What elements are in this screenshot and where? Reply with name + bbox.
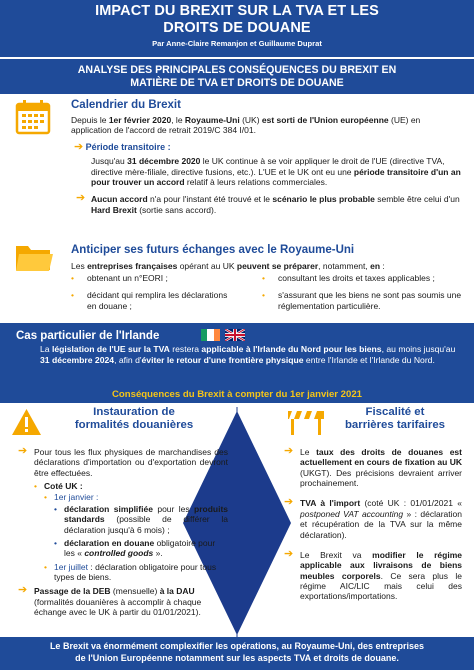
folder-icon: [14, 240, 54, 274]
anticipate-intro: Les entreprises françaises opérant au UK peuvent se préparer, notamment, en :: [71, 261, 385, 272]
customs-section: [18, 447, 228, 617]
barrier-icon: [286, 405, 326, 437]
anticipate-right-list: [262, 273, 462, 311]
bullet-icon: •: [44, 561, 47, 572]
customs-intro: ➔ Pour tous les flux physiques de marchandises des déclarations d'importation ou d'exportation devront être effectuées.: [18, 445, 228, 478]
arrow-right-icon: ➔: [284, 496, 294, 509]
list-item: • déclaration en douane obligatoire pour les « controlled goods ».: [54, 537, 216, 559]
list-item: • 1er juillet : déclaration obligatoire pour tous types de biens.: [44, 561, 217, 582]
bullet-icon: •: [262, 273, 265, 283]
rates-paragraph: ➔ Le taux des droits de douanes est actuellement en cours de fixation au UK (UKGT). Des précisions devraient arriver prochainement.: [284, 445, 462, 489]
bullet-icon: •: [44, 492, 47, 503]
list-item: • déclaration simplifiée pour les produits standards (possible de différer la déclaration jusqu'à 6 mois) ;: [54, 503, 228, 535]
list-item: • s'assurant que les biens ne sont pas soumis une réglementation particulière.: [262, 290, 462, 311]
calendar-section: [71, 98, 461, 215]
arrow-right-icon: ➔: [284, 547, 294, 560]
arrow-right-icon: ➔: [18, 584, 28, 597]
bullet-icon: •: [262, 290, 265, 301]
vat-paragraph: ➔ TVA à l'import (coté UK : 01/01/2021 « postponed VAT accounting » : déclaration et récupération de la TVA sur la même déclaration).: [284, 496, 462, 540]
bullet-icon: •: [71, 273, 74, 283]
authors: Par Anne-Claire Remanjon et Guillaume Duprat: [152, 39, 322, 48]
ireland-section: [0, 323, 474, 386]
tax-section: [284, 447, 462, 602]
anticipate-section: [71, 243, 461, 271]
page-header: [0, 0, 474, 57]
calendar-icon: [14, 98, 52, 136]
calendar-paragraph: Depuis le 1er février 2020, le Royaume-Uni (UK) est sorti de l'Union européenne (UE) en application de l'accord de retrait 2019/C 384 I/01.: [71, 115, 421, 136]
customs-title: Instauration de formalités douanières: [74, 406, 194, 431]
uk-flag-icon: [225, 329, 245, 341]
deb-paragraph: ➔ Passage de la DEB (mensuelle) à la DAU (formalités douanières à accomplir à chaque échange avec le UK à partir du 01/01/2021).: [18, 584, 202, 618]
arrow-right-icon: ➔: [284, 445, 294, 457]
warning-icon: [10, 407, 43, 437]
uk-side-list: [34, 481, 228, 582]
transition-title-row: [71, 141, 461, 154]
ireland-paragraph: La législation de l'UE sur la TVA restera applicable à l'Irlande du Nord pour les biens, au moins jusqu'au 31 décembre 2024, afin d'éviter le retour d'une frontière physique entre l'Irlande et l'Irlande du Nord.: [40, 344, 456, 365]
ireland-title: Cas particulier de l'Irlande: [16, 330, 160, 342]
list-item: • décidant qui remplira les déclarations en douane ;: [71, 290, 228, 311]
arrow-right-icon: ➔: [74, 140, 84, 153]
subheader: [0, 57, 474, 94]
transition-title: Période transitoire :: [85, 141, 171, 152]
page-title: IMPACT DU BREXIT SUR LA TVA ET LES DROITS DE DOUANE: [95, 3, 379, 36]
list-item: • consultant les droits et taxes applicables ;: [262, 273, 435, 283]
bullet-icon: •: [54, 537, 57, 548]
page-footer: Le Brexit va énormément complexifier les opérations, au Royaume-Uni, des entreprises de l'Union Européenne notamment sur les aspects TVA et droits de douane.: [0, 637, 474, 670]
no-agreement-paragraph: ➔ Aucun accord n'a pour l'instant été trouvé et le scénario le plus probable semble être celui d'un Hard Brexit (sortie sans accord).: [76, 192, 460, 215]
arrow-right-icon: ➔: [18, 445, 28, 457]
transition-paragraph: Jusqu'au 31 décembre 2020 le UK continue à se voir appliquer le droit de l'UE (directive TVA, directive mère-filiale, directive fusions, etc.). L'UE et le UK ont eu une période transitoire d'un an pour trouver un accord relatif à leurs relations commerciales.: [91, 156, 461, 187]
regime-paragraph: ➔ Le Brexit va modifier le régime applicable aux livraisons de biens meubles corporels. Ce sera plus le régime AIC/LIC mais celui des exportations/importations.: [284, 547, 463, 602]
list-item: • Coté UK :: [34, 481, 83, 492]
list-item: • 1er janvier :: [44, 492, 99, 503]
tax-title: Fiscalité et barrières tarifaires: [344, 406, 446, 431]
list-item: • obtenant un n°EORI ;: [71, 273, 168, 283]
anticipate-title: Anticiper ses futurs échanges avec le Royaume-Uni: [71, 244, 355, 256]
bullet-icon: •: [34, 481, 37, 492]
subheader-title: ANALYSE DES PRINCIPALES CONSÉQUENCES DU BREXIT EN MATIÈRE DE TVA ET DROITS DE DOUANE: [77, 64, 397, 89]
arrow-right-icon: ➔: [76, 192, 86, 205]
bullet-icon: •: [71, 290, 74, 301]
bullet-icon: •: [54, 503, 57, 514]
anticipate-left-list: [71, 273, 239, 311]
consequences-title: Conséquences du Brexit à compter du 1er janvier 2021: [0, 386, 474, 403]
calendar-title: Calendrier du Brexit: [71, 99, 181, 111]
ireland-flag-icon: [201, 329, 220, 341]
